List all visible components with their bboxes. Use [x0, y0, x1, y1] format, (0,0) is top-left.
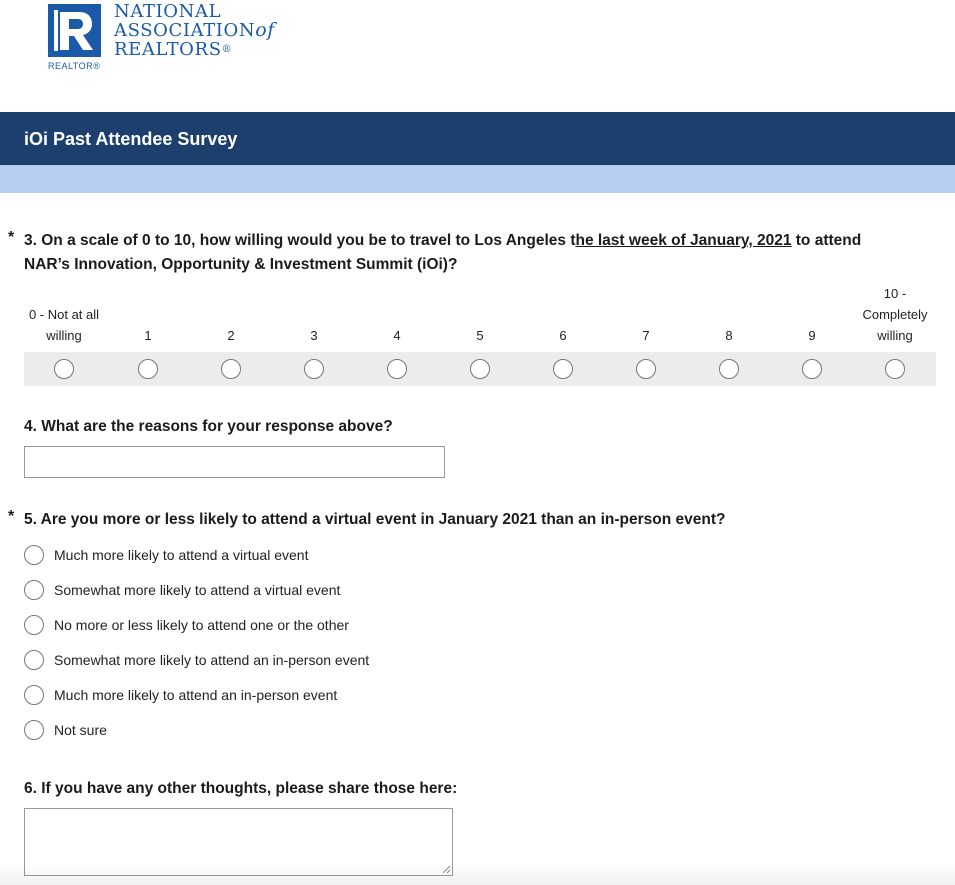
- logo-association-word: ASSOCIATION: [114, 20, 256, 41]
- scale-label-line: 6: [559, 328, 567, 343]
- realtor-r-logo-icon: [48, 4, 101, 57]
- scale-label-line: 1: [144, 328, 152, 343]
- q5-option-label: Much more likely to attend a virtual event: [54, 547, 309, 563]
- required-marker-q5: *: [8, 508, 15, 525]
- realtor-label: REALTOR®: [48, 61, 101, 71]
- logo-of-word: of: [255, 19, 275, 41]
- q5-option-label: No more or less likely to attend one or the other: [54, 617, 349, 633]
- scale-label-line: 10 -: [883, 286, 907, 301]
- scale-label-line: 4: [393, 328, 401, 343]
- logo-line-association: [114, 21, 275, 40]
- scale-radio-9[interactable]: [802, 359, 822, 379]
- scale-label-line: 3: [310, 328, 318, 343]
- scale-radio-4[interactable]: [387, 359, 407, 379]
- q3-text-start: 3. On a scale of 0 to 10, how willing would you be to travel to Los Angeles t: [24, 232, 576, 249]
- q3-text-end: to attend: [791, 232, 862, 249]
- scale-radio-6[interactable]: [553, 359, 573, 379]
- q5-option[interactable]: [24, 720, 524, 742]
- nar-logo: [48, 1, 308, 74]
- q5-option[interactable]: [24, 545, 524, 567]
- logo-line-national: NATIONAL: [114, 1, 222, 22]
- scale-radio-3[interactable]: [304, 359, 324, 379]
- scale-radio-5[interactable]: [470, 359, 490, 379]
- q5-option-label: Not sure: [54, 722, 107, 738]
- q5-option-radio[interactable]: [24, 545, 44, 565]
- q5-option[interactable]: [24, 580, 524, 602]
- scale-label-line: 2: [227, 328, 235, 343]
- q3-text-underlined: he last week of January, 2021: [575, 232, 792, 249]
- question-3-title: [24, 229, 924, 277]
- q5-option-radio[interactable]: [24, 720, 44, 740]
- logo-realtors-word: REALTORS: [114, 39, 222, 60]
- q5-option-radio[interactable]: [24, 615, 44, 635]
- q5-option-label: Much more likely to attend an in-person event: [54, 687, 338, 703]
- logo-wordmark: [114, 2, 275, 59]
- scale-labels: [24, 284, 936, 346]
- q5-option[interactable]: [24, 615, 524, 637]
- scale-label-line: Completely: [862, 307, 928, 322]
- scale-label-line: 8: [725, 328, 733, 343]
- scale-label-line: 0 - Not at all: [28, 307, 100, 322]
- q5-option[interactable]: [24, 650, 524, 672]
- q5-option-radio[interactable]: [24, 580, 44, 600]
- scale-radio-8[interactable]: [719, 359, 739, 379]
- question-5-title: 5. Are you more or less likely to attend a virtual event in January 2021 than an in-person event?: [24, 511, 726, 528]
- scale-label-line: 5: [476, 328, 484, 343]
- q5-option-radio[interactable]: [24, 650, 44, 670]
- progress-band: [0, 165, 955, 193]
- scale-radio-0[interactable]: [54, 359, 74, 379]
- required-marker-q3: *: [8, 229, 15, 246]
- logo-registered-mark: ®: [221, 44, 233, 55]
- scale-radio-2[interactable]: [221, 359, 241, 379]
- scale-label-line: 7: [642, 328, 650, 343]
- scale-label-line: willing: [46, 328, 82, 343]
- scale-radio-1[interactable]: [138, 359, 158, 379]
- logo-line-realtors: [114, 40, 275, 59]
- q3-text-line2: NAR’s Innovation, Opportunity & Investment Summit (iOi)?: [24, 256, 458, 273]
- resize-grip-icon[interactable]: [441, 864, 451, 874]
- other-thoughts-textarea[interactable]: [24, 808, 453, 876]
- survey-title: iOi Past Attendee Survey: [24, 129, 238, 149]
- q5-option[interactable]: [24, 685, 524, 707]
- q5-option-radio[interactable]: [24, 685, 44, 705]
- scale-label-line: willing: [877, 328, 913, 343]
- scale-radio-7[interactable]: [636, 359, 656, 379]
- question-6-title: 6. If you have any other thoughts, please share those here:: [24, 780, 458, 797]
- q5-option-label: Somewhat more likely to attend an in-person event: [54, 652, 370, 668]
- reasons-input[interactable]: [24, 446, 445, 478]
- q5-option-label: Somewhat more likely to attend a virtual event: [54, 582, 341, 598]
- scale-label-10: [845, 283, 945, 346]
- scale-label-line: 9: [808, 328, 816, 343]
- survey-header: [0, 112, 955, 165]
- scale-radio-row: [24, 352, 936, 386]
- question-4-title: 4. What are the reasons for your response above?: [24, 418, 393, 435]
- scale-radio-10[interactable]: [885, 359, 905, 379]
